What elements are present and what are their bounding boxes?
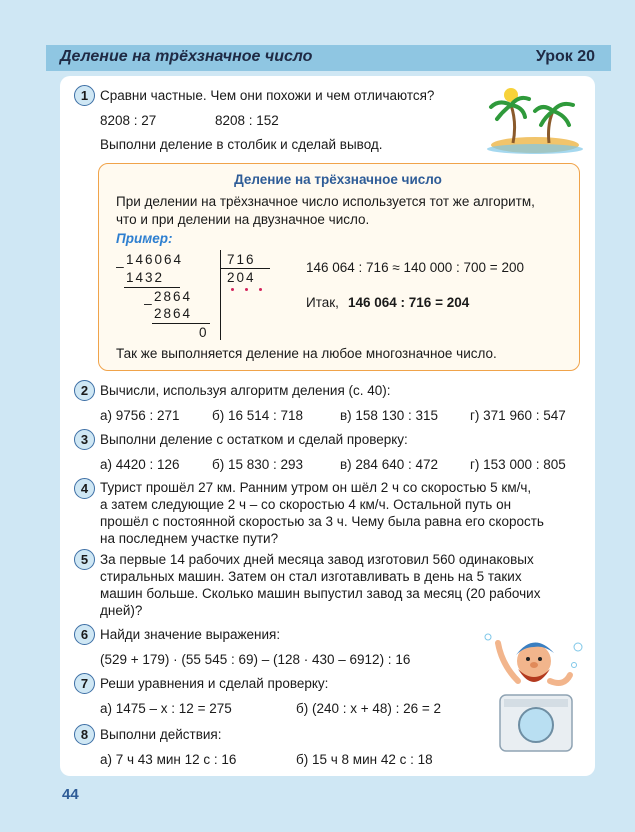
division-step-3: 2864 (154, 306, 193, 321)
task7-item-a: а) 1475 – x : 12 = 275 (100, 701, 232, 716)
conclusion-result: 146 064 : 716 = 204 (348, 295, 470, 310)
chapter-title: Деление на трёхзначное число (60, 48, 313, 65)
task-number-1: 1 (74, 85, 95, 106)
task-number-7: 7 (74, 673, 95, 694)
rule-text-line1: При делении на трёхзначное число используется тот же алгоритм, (116, 194, 535, 209)
rule-footer: Так же выполняется деление на любое многозначное число. (116, 346, 497, 361)
task4-line: прошёл с постоянной скоростью за 3 ч. Чему была равна его скорость (100, 514, 544, 529)
task8-item-b: б) 15 ч 8 мин 42 с : 18 (296, 752, 433, 767)
rule-text-line2: что и при делении на двузначное число. (116, 212, 370, 227)
quotient-dot (231, 288, 234, 291)
division-step-2: 2864 (154, 289, 193, 304)
task8-text: Выполни действия: (100, 727, 222, 742)
conclusion-prefix: Итак, (306, 295, 339, 310)
task-number-3: 3 (74, 429, 95, 450)
washing-machine-character-illustration (478, 625, 588, 755)
task2-item-b: б) 16 514 : 718 (212, 408, 304, 423)
task4-line: а затем следующие 2 ч – со скоростью 4 км/ч. Остальной путь он (100, 497, 512, 512)
task4-line: на последнем участке пути? (100, 531, 279, 546)
task5-text (100, 551, 582, 619)
task-number-4: 4 (74, 478, 95, 499)
quotient-dot (245, 288, 248, 291)
task2-item-c: в) 158 130 : 315 (340, 408, 438, 423)
task2-text: Вычисли, используя алгоритм деления (с. 40): (100, 383, 391, 398)
task3-item-a: а) 4420 : 126 (100, 457, 180, 472)
task-number-6: 6 (74, 624, 95, 645)
task-number-8: 8 (74, 724, 95, 745)
division-bracket-vertical (220, 250, 221, 340)
task1-expr-a: 8208 : 27 (100, 113, 157, 128)
divisor: 716 (227, 252, 256, 267)
quotient-dot (259, 288, 262, 291)
division-step-1: 1432 (126, 270, 165, 285)
quotient: 204 (227, 270, 256, 285)
dividend: 146064 (126, 252, 184, 267)
minus-sign-1: – (116, 258, 124, 274)
task3-item-d: г) 153 000 : 805 (470, 457, 566, 472)
task5-line: дней)? (100, 603, 143, 618)
task4-text (100, 479, 582, 547)
task7-item-b: б) (240 : x + 48) : 26 = 2 (296, 701, 442, 716)
task3-item-b: б) 15 830 : 293 (212, 457, 304, 472)
lesson-label: Урок 20 (535, 48, 595, 65)
task5-line: За первые 14 рабочих дней месяца завод изготовил 560 одинаковых (100, 552, 534, 567)
task5-line: стиральных машин. Затем он стал изготавливать в день на 5 таких (100, 569, 522, 584)
task4-line: Турист прошёл 27 км. Ранним утром он шёл 2 ч со скоростью 5 км/ч, (100, 480, 532, 495)
division-underline (152, 323, 210, 324)
page-number: 44 (62, 786, 79, 803)
task-number-5: 5 (74, 549, 95, 570)
island-illustration (483, 83, 583, 155)
estimate-line: 146 064 : 716 ≈ 140 000 : 700 = 200 (306, 260, 524, 275)
example-label: Пример: (116, 231, 173, 246)
task1-text: Сравни частные. Чем они похожи и чем отличаются? (100, 88, 435, 103)
task3-item-c: в) 284 640 : 472 (340, 457, 438, 472)
task1-instruction: Выполни деление в столбик и сделай вывод. (100, 137, 383, 152)
task6-text: Найди значение выражения: (100, 627, 281, 642)
task5-line: машин больше. Сколько машин выпустил завод за месяц (20 рабочих (100, 586, 541, 601)
task1-expr-b: 8208 : 152 (215, 113, 279, 128)
division-bracket-horizontal (220, 268, 270, 269)
minus-sign-2: – (144, 295, 152, 311)
task6-expression: (529 + 179) · (55 545 : 69) – (128 · 430 – 6912) : 16 (100, 652, 411, 667)
rule-box-title: Деление на трёхзначное число (234, 172, 442, 187)
task2-item-d: г) 371 960 : 547 (470, 408, 566, 423)
task2-item-a: а) 9756 : 271 (100, 408, 180, 423)
division-remainder: 0 (199, 325, 209, 340)
page-header (46, 45, 611, 71)
task-number-2: 2 (74, 380, 95, 401)
task8-item-a: а) 7 ч 43 мин 12 с : 16 (100, 752, 237, 767)
task3-text: Выполни деление с остатком и сделай проверку: (100, 432, 408, 447)
division-underline (124, 287, 180, 288)
task7-text: Реши уравнения и сделай проверку: (100, 676, 329, 691)
